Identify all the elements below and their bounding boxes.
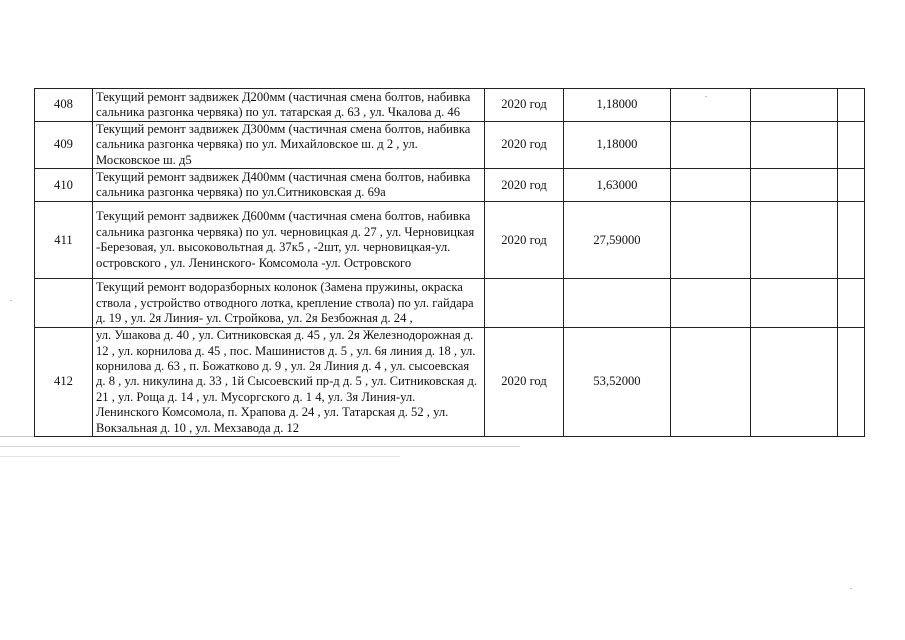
empty-cell	[751, 169, 838, 202]
table-row	[35, 122, 865, 169]
table-row	[35, 279, 865, 328]
table-row	[35, 89, 865, 122]
row-number: 411	[35, 202, 93, 279]
empty-cell	[838, 89, 865, 122]
work-year: 2020 год	[485, 328, 564, 437]
work-description: Текущий ремонт задвижек Д300мм (частичная смена болтов, набивка сальника разгонка червяка) по ул. Михайловское ш. д 2 , ул. Московское ш. д5	[93, 122, 485, 169]
work-year: 2020 год	[485, 169, 564, 202]
work-description: Текущий ремонт задвижек Д600мм (частичная смена болтов, набивка сальника разгонка червяка) по ул. черновицкая д. 27 , ул. Черновицкая -Березовая, ул. высоковольтная д. 37к5 , -2шт, ул. черновицкая-ул. островского , ул. Ленинского- Комсомола -ул. Островского	[93, 202, 485, 279]
empty-cell	[671, 202, 751, 279]
works-table	[34, 88, 865, 437]
work-value: 1,18000	[564, 122, 671, 169]
table-row	[35, 328, 865, 437]
empty-cell	[838, 279, 865, 328]
empty-cell	[751, 89, 838, 122]
empty-cell	[671, 122, 751, 169]
work-year: 2020 год	[485, 122, 564, 169]
work-value: 53,52000	[564, 328, 671, 437]
empty-cell	[751, 202, 838, 279]
row-number: 409	[35, 122, 93, 169]
work-value: 27,59000	[564, 202, 671, 279]
empty-cell	[838, 122, 865, 169]
empty-cell	[751, 279, 838, 328]
row-number: 412	[35, 328, 93, 437]
scan-speck	[10, 300, 12, 301]
work-year: 2020 год	[485, 202, 564, 279]
empty-cell	[671, 89, 751, 122]
row-number: 410	[35, 169, 93, 202]
work-description: Текущий ремонт задвижек Д400мм (частичная смена болтов, набивка сальника разгонка червяка) по ул.Ситниковская д. 69а	[93, 169, 485, 202]
scan-speck	[850, 588, 852, 589]
table-row	[35, 169, 865, 202]
work-year	[485, 279, 564, 328]
work-description: Текущий ремонт задвижек Д200мм (частичная смена болтов, набивка сальника разгонка червяка) по ул. татарская д. 63 , ул. Чкалова д. 46	[93, 89, 485, 122]
row-number: 408	[35, 89, 93, 122]
work-value: 1,18000	[564, 89, 671, 122]
empty-cell	[671, 169, 751, 202]
empty-cell	[751, 328, 838, 437]
empty-cell	[671, 279, 751, 328]
work-description: Текущий ремонт водоразборных колонок (Замена пружины, окраска ствола , устройство отводного лотка, крепление ствола) по ул. гайдара д. 19 , ул. 2я Линия- ул. Стройкова, ул. 2я Безбожная д. 24 ,	[93, 279, 485, 328]
empty-cell	[838, 169, 865, 202]
scan-artifact-line	[0, 446, 520, 447]
work-description: ул. Ушакова д. 40 , ул. Ситниковская д. 45 , ул. 2я Железнодорожная д. 12 , ул. корнилова д. 45 , пос. Машинистов д. 5 , ул. 6я линия д. 18 , ул. корнилова д. 63 , п. Божатково д. 9 , ул. 2я Линия д. 4 , ул. сысоевская д. 8 , ул. никулина д. 33 , 1й Сысоевский пр-д д. 5 , ул. Ситниковская д. 21 , ул. Роща д. 14 , ул. Мусоргского д. 1 4, ул. 3я Линия-ул. Ленинского Комсомола, п. Храпова д. 24 , ул. Татарская д. 52 , ул. Вокзальная д. 10 , ул. Мехзавода д. 12	[93, 328, 485, 437]
work-value: 1,63000	[564, 169, 671, 202]
work-year: 2020 год	[485, 89, 564, 122]
empty-cell	[751, 122, 838, 169]
empty-cell	[838, 202, 865, 279]
empty-cell	[838, 328, 865, 437]
work-value	[564, 279, 671, 328]
empty-cell	[671, 328, 751, 437]
row-number	[35, 279, 93, 328]
table-row	[35, 202, 865, 279]
scan-artifact-line	[0, 456, 400, 457]
